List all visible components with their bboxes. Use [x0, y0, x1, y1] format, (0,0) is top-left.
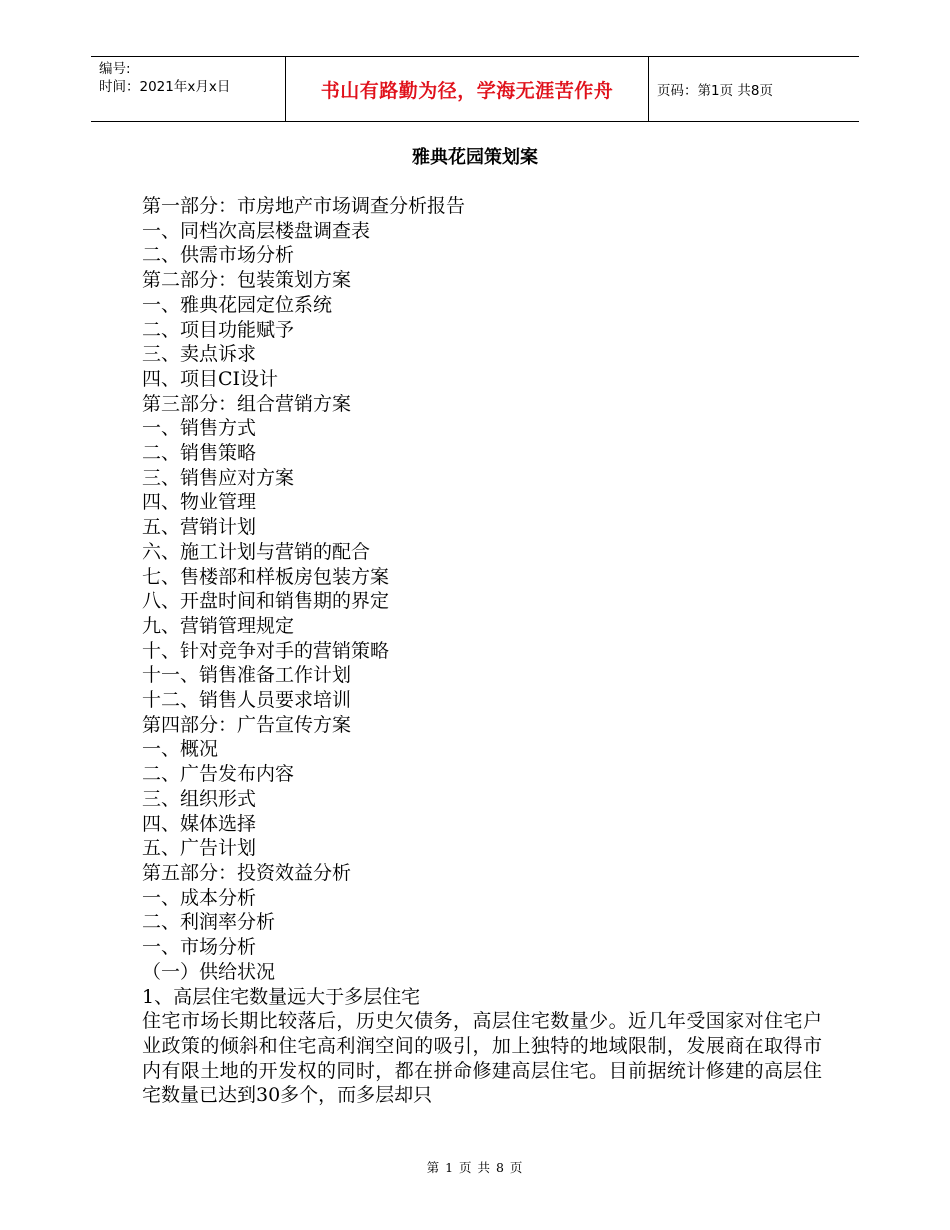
outline-item: 三、销售应对方案	[142, 466, 295, 489]
document-date: 时间：2021年x月x日	[99, 79, 231, 95]
document-title: 雅典花园策划案	[412, 147, 538, 168]
outline-item: 七、售楼部和样板房包装方案	[142, 565, 390, 588]
header-page-code: 页码：第1页 共8页	[657, 83, 773, 99]
outline-item: 第二部分：包装策划方案	[142, 269, 352, 292]
outline-item: （一）供给状况	[142, 960, 276, 983]
outline-item: 二、供需市场分析	[142, 244, 295, 267]
outline-item: 一、概况	[142, 738, 219, 761]
page-header	[91, 56, 859, 122]
outline-item: 五、广告计划	[142, 837, 257, 860]
outline-item: 一、市场分析	[142, 936, 257, 959]
outline-item: 二、广告发布内容	[142, 763, 295, 786]
outline-item: 十二、销售人员要求培训	[142, 689, 352, 712]
outline-item: 一、销售方式	[142, 417, 257, 440]
outline-item: 四、物业管理	[142, 491, 257, 514]
body-paragraph: 住宅市场长期比较落后，历史欠债务，高层住宅数量少。近几年受国家对住宅户业政策的倾斜和住宅高利润空间的吸引，加上独特的地域限制，发展商在取得市内有限土地的开发权的同时，都在拼命修建高层住宅。目前据统计修建的高层住宅数量已达到30多个，而多层却只	[142, 1010, 822, 1107]
outline-item: 十、针对竞争对手的营销策略	[142, 639, 390, 662]
outline-item: 四、项目CI设计	[142, 367, 279, 390]
outline-item: 二、销售策略	[142, 442, 257, 465]
outline-item: 第一部分：市房地产市场调查分析报告	[142, 195, 466, 217]
page-footer: 第 1 页 共 8 页	[426, 1160, 524, 1175]
outline-item: 第五部分：投资效益分析	[142, 861, 352, 884]
outline-list	[142, 194, 822, 1009]
outline-item: 第四部分：广告宣传方案	[142, 713, 352, 736]
header-meta	[91, 57, 286, 121]
outline-item: 三、组织形式	[142, 787, 257, 810]
outline-item: 一、同档次高层楼盘调查表	[142, 219, 371, 242]
document-body	[142, 194, 822, 1108]
outline-item: 八、开盘时间和销售期的界定	[142, 590, 390, 613]
outline-item: 五、营销计划	[142, 516, 257, 539]
outline-item: 二、项目功能赋予	[142, 318, 295, 341]
outline-item: 六、施工计划与营销的配合	[142, 540, 371, 563]
document-number-label: 编号:	[99, 61, 131, 77]
outline-item: 一、雅典花园定位系统	[142, 293, 333, 316]
outline-item: 三、卖点诉求	[142, 343, 257, 366]
outline-item: 九、营销管理规定	[142, 614, 295, 637]
outline-item: 一、成本分析	[142, 886, 257, 909]
header-motto: 书山有路勤为径，学海无涯苦作舟	[286, 57, 649, 121]
outline-item: 二、利润率分析	[142, 911, 276, 934]
outline-item: 第三部分：组合营销方案	[142, 392, 352, 415]
outline-item: 四、媒体选择	[142, 812, 257, 835]
outline-item: 1、高层住宅数量远大于多层住宅	[142, 985, 421, 1008]
outline-item: 十一、销售准备工作计划	[142, 664, 352, 687]
